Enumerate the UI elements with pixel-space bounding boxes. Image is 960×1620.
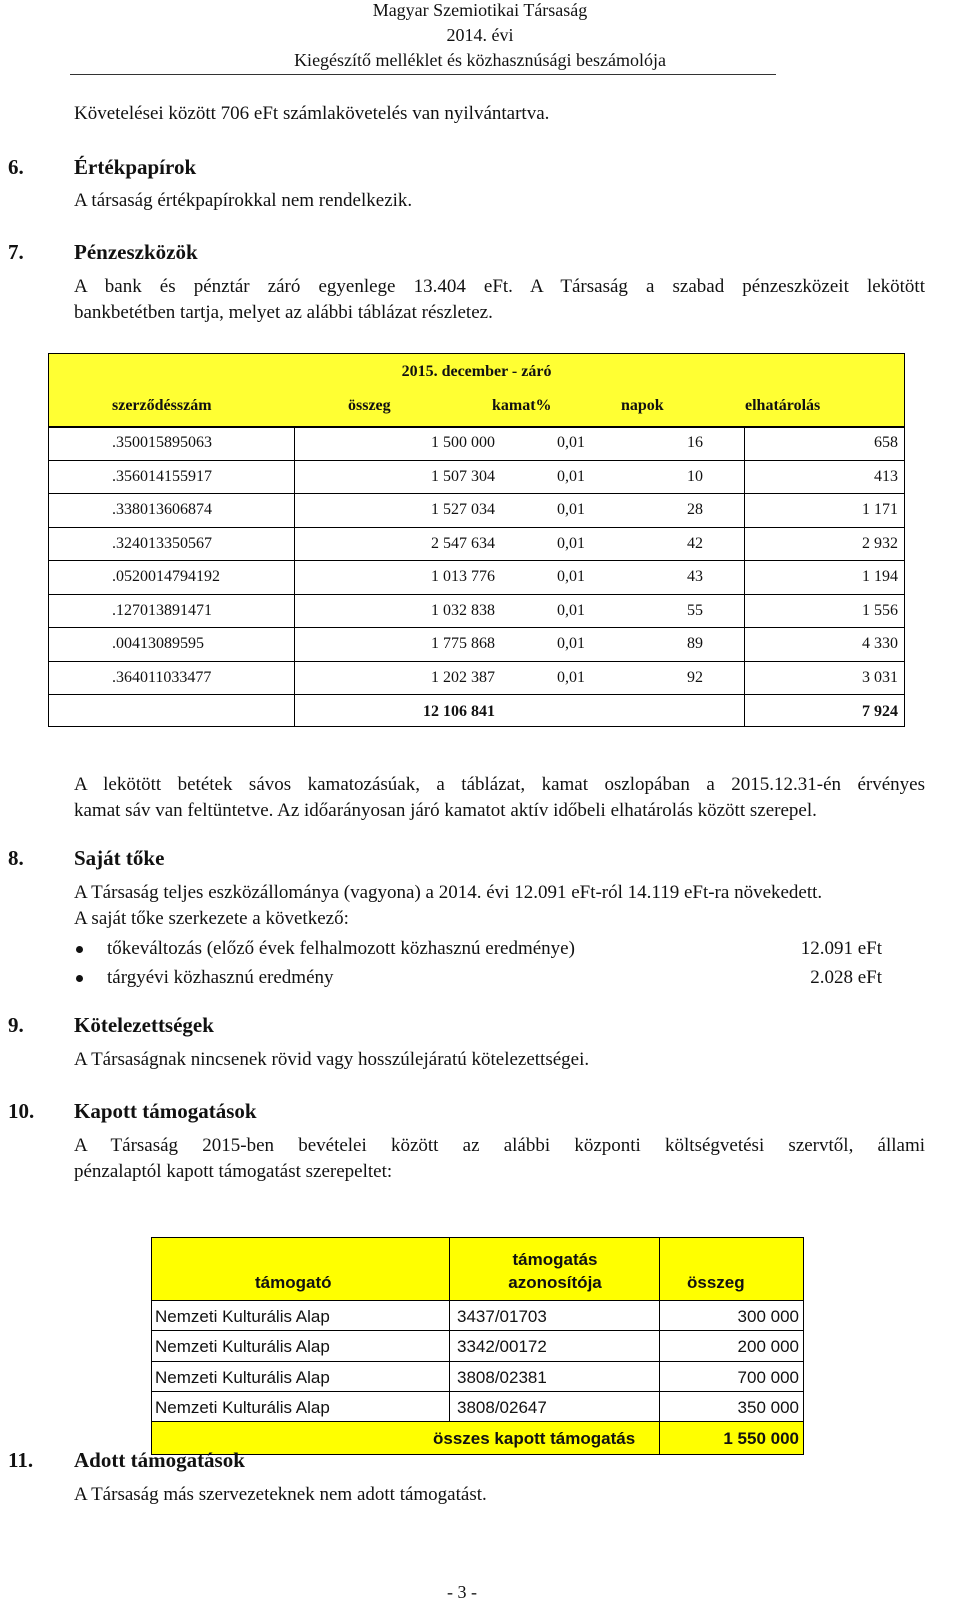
subsidy-cell: Nemzeti Kulturális Alap	[155, 1397, 330, 1417]
subsidy-cell: Nemzeti Kulturális Alap	[155, 1307, 330, 1326]
subsidy-table	[151, 1237, 804, 1455]
section-10-line1: A Társaság 2015-ben bevételei között az alábbi központi költségvetési szervtől, állami	[74, 1135, 925, 1156]
section-8-line2: A saját tőke szerkezete a következő:	[74, 908, 349, 929]
deposit-cell: .350015895063	[112, 434, 212, 451]
subsidy-col-border	[449, 1237, 450, 1421]
section-10-number: 10.	[8, 1099, 35, 1123]
deposit-cell: 16	[687, 434, 703, 451]
subsidy-side-border	[803, 1237, 804, 1455]
deposit-cell: 2 547 634	[431, 534, 495, 552]
deposit-row-rule	[48, 594, 905, 595]
deposit-row-rule	[48, 460, 905, 461]
deposit-cell: 89	[687, 635, 703, 652]
deposit-cell: .338013606874	[112, 501, 212, 518]
subsidy-col-id-line2: azonosítója	[508, 1273, 602, 1292]
section-10-title: Kapott támogatások	[74, 1099, 257, 1123]
section-7-number: 7.	[8, 240, 24, 264]
intro-line: Követelései között 706 eFt számlakövetelés van nyilvántartva.	[74, 103, 550, 124]
deposit-col-days: napok	[621, 397, 664, 414]
deposit-row-rule	[48, 493, 905, 494]
deposit-row-rule	[48, 560, 905, 561]
deposit-cell: 0,01	[557, 601, 585, 619]
after-table-line1: A lekötött betétek sávos kamatozásúak, a táblázat, kamat oszlopában a 2015.12.31-én érvényes	[74, 774, 925, 795]
subsidy-side-border	[151, 1237, 152, 1455]
page-number: - 3 -	[447, 1582, 477, 1602]
deposit-col-border	[744, 426, 745, 726]
deposit-row-rule	[48, 661, 905, 662]
deposit-row-rule	[48, 527, 905, 528]
deposit-cell: .356014155917	[112, 467, 212, 485]
deposit-cell: 1 500 000	[431, 434, 495, 451]
deposit-cell: 0,01	[557, 668, 585, 686]
deposit-cell: 0,01	[557, 635, 585, 652]
deposit-col-accrual: elhatárolás	[745, 397, 821, 414]
subsidy-cell: 350 000	[737, 1397, 799, 1417]
section-10-line2: pénzalaptól kapott támogatást szerepeltet:	[74, 1161, 393, 1182]
subsidy-row-rule	[151, 1330, 804, 1331]
subsidy-row-rule	[151, 1361, 804, 1362]
deposit-total-accrual: 7 924	[862, 703, 898, 720]
bullet-1-label: tőkeváltozás (előző évek felhalmozott közhasznú eredménye)	[107, 938, 575, 959]
header-year: 2014. évi	[446, 25, 514, 45]
deposit-cell: 1 527 034	[431, 501, 495, 518]
deposit-row-rule	[48, 627, 905, 628]
section-9-title: Kötelezettségek	[74, 1013, 214, 1037]
deposit-cell: .127013891471	[112, 601, 212, 619]
deposit-col-border	[294, 426, 295, 726]
deposit-cell: 1 013 776	[431, 568, 495, 585]
section-7-line1: A bank és pénztár záró egyenlege 13.404 eFt. A Társaság a szabad pénzeszközeit lekötött	[74, 276, 925, 297]
subsidy-col-supporter: támogató	[255, 1273, 332, 1292]
deposit-cell: 1 202 387	[431, 668, 495, 686]
section-8-title: Saját tőke	[74, 846, 165, 870]
bullet-icon	[76, 975, 83, 982]
subsidy-col-id-line1: támogatás	[512, 1250, 598, 1269]
bullet-2-value: 2.028 eFt	[810, 967, 882, 988]
deposit-cell: 0,01	[557, 534, 585, 552]
section-8-number: 8.	[8, 846, 24, 870]
deposit-cell: 0,01	[557, 568, 585, 585]
deposit-cell: .00413089595	[112, 635, 204, 652]
deposit-row-rule	[48, 694, 905, 695]
section-6-text: A társaság értékpapírokkal nem rendelkezik.	[74, 190, 413, 211]
deposit-side-border	[904, 426, 905, 726]
bullet-2-label: tárgyévi közhasznú eredmény	[107, 967, 334, 988]
subsidy-cell: 700 000	[737, 1367, 799, 1387]
subsidy-total-label: összes kapott támogatás	[433, 1429, 636, 1448]
subsidy-row-rule	[151, 1391, 804, 1392]
subsidy-cell: 3437/01703	[457, 1307, 547, 1326]
subsidy-cell: Nemzeti Kulturális Alap	[155, 1337, 330, 1357]
deposit-col-amount: összeg	[348, 397, 391, 414]
deposit-col-contract: szerződésszám	[112, 397, 212, 414]
deposit-cell: 0,01	[557, 434, 585, 451]
subsidy-col-amount: összeg	[687, 1273, 745, 1292]
deposit-cell: 1 775 868	[431, 635, 495, 652]
deposit-cell: 3 031	[862, 668, 898, 686]
deposit-cell: 0,01	[557, 501, 585, 518]
deposit-cell: 4 330	[862, 635, 898, 652]
bullet-icon	[76, 946, 83, 953]
deposit-cell: 413	[874, 467, 898, 485]
section-9-number: 9.	[8, 1013, 24, 1037]
section-11-number: 11.	[8, 1448, 34, 1472]
header-org: Magyar Szemiotikai Társaság	[372, 0, 588, 20]
section-8-line1: A Társaság teljes eszközállománya (vagyona) a 2014. évi 12.091 eFt-ról 14.119 eFt-ra növekedett.	[74, 882, 823, 903]
header-rule	[70, 74, 776, 75]
subsidy-cell: 200 000	[737, 1337, 799, 1357]
section-11-title: Adott támogatások	[74, 1448, 245, 1472]
deposit-cell: 0,01	[557, 467, 585, 485]
deposit-cell: .364011033477	[112, 668, 212, 686]
deposit-cell: 658	[874, 434, 898, 451]
section-6-number: 6.	[8, 155, 24, 179]
section-9-text: A Társaságnak nincsenek rövid vagy hosszúlejáratú kötelezettségei.	[74, 1049, 590, 1070]
deposit-cell: 1 507 304	[431, 467, 495, 485]
deposit-cell: 2 932	[862, 534, 898, 552]
after-table-line2: kamat sáv van feltüntetve. Az időarányosan járó kamatot aktív időbeli elhatárolás között szerepel.	[74, 800, 817, 821]
deposit-cell: 28	[687, 501, 703, 518]
deposit-cell: .0520014794192	[112, 568, 220, 585]
deposit-col-rate: kamat%	[492, 397, 552, 414]
deposit-cell: 1 194	[862, 568, 898, 585]
subsidy-row-rule	[151, 1421, 804, 1422]
deposit-bottom-rule	[48, 726, 905, 727]
subsidy-row-rule	[151, 1237, 804, 1238]
subsidy-cell: Nemzeti Kulturális Alap	[155, 1367, 330, 1387]
subsidy-row-rule	[151, 1454, 804, 1455]
deposit-cell: 42	[687, 534, 703, 552]
subsidy-cell: 300 000	[737, 1307, 799, 1326]
section-7-title: Pénzeszközök	[74, 240, 198, 264]
section-11-text: A Társaság más szervezeteknek nem adott támogatást.	[74, 1484, 487, 1505]
deposit-cell: 92	[687, 668, 703, 686]
deposit-table	[48, 353, 905, 734]
deposit-cell: 55	[687, 601, 703, 619]
deposit-side-border	[48, 426, 49, 726]
section-7-line2: bankbetétben tartja, melyet az alábbi táblázat részletez.	[74, 302, 493, 323]
section-6-title: Értékpapírok	[74, 155, 197, 179]
deposit-cell: 10	[687, 467, 703, 485]
subsidy-cell: 3342/00172	[457, 1337, 547, 1357]
subsidy-row-rule	[151, 1300, 804, 1301]
subsidy-total-value: 1 550 000	[723, 1429, 799, 1448]
deposit-total-amount: 12 106 841	[423, 703, 495, 720]
subsidy-col-border	[659, 1237, 660, 1455]
subsidy-cell: 3808/02647	[457, 1397, 547, 1417]
subsidy-cell: 3808/02381	[457, 1367, 547, 1387]
deposit-table-title: 2015. december - záró	[401, 363, 552, 380]
deposit-cell: 43	[687, 568, 703, 585]
bullet-1-value: 12.091 eFt	[800, 938, 882, 959]
deposit-cell: 1 171	[862, 501, 898, 518]
deposit-cell: 1 556	[862, 601, 898, 619]
header-subtitle: Kiegészítő melléklet és közhasznúsági beszámolója	[294, 50, 666, 70]
deposit-row-rule	[48, 426, 905, 427]
deposit-cell: .324013350567	[112, 534, 212, 552]
deposit-cell: 1 032 838	[431, 601, 495, 619]
